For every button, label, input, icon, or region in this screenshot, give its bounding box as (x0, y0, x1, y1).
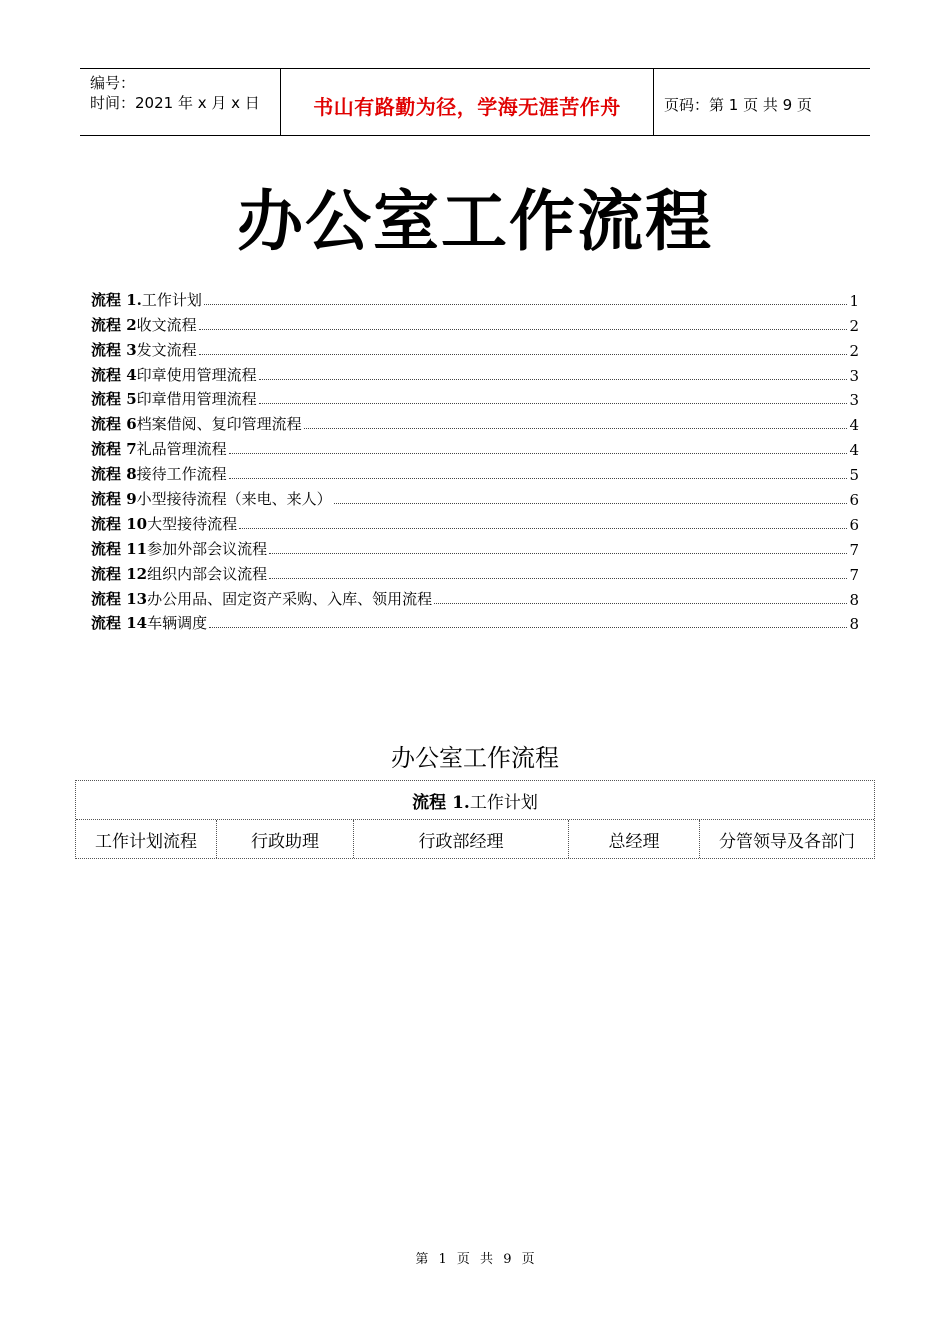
toc-leader-dots (229, 452, 848, 454)
toc-entry-title: 收文流程 (136, 315, 197, 334)
toc-entry-number: 流程 3 (91, 340, 137, 359)
column-header: 分管领导及各部门 (719, 831, 855, 852)
toc-entry-title: 工作计划 (141, 290, 202, 309)
toc-leader-dots (239, 527, 847, 529)
time-label: 时间：2021 年 x 月 x 日 (90, 94, 260, 112)
header-page-info (654, 69, 870, 135)
section-title: 办公室工作流程 (391, 744, 559, 772)
number-label: 编号： (90, 74, 136, 92)
toc-entry-title: 接待工作流程 (136, 465, 227, 484)
toc-entry[interactable] (91, 409, 859, 434)
table-header-row (76, 820, 874, 858)
table-heading (76, 781, 874, 820)
toc-entry[interactable] (91, 434, 859, 459)
toc-entry[interactable] (91, 385, 859, 410)
toc-leader-dots (259, 402, 848, 404)
toc-entry-number: 流程 14 (91, 614, 148, 633)
header-meta (80, 69, 281, 135)
toc-entry-page: 7 (849, 565, 859, 584)
header-motto (281, 69, 654, 135)
toc-leader-dots (259, 378, 848, 380)
page-info-text: 页码：第 1 页 共 9 页 (664, 95, 812, 114)
page-footer: 第 1 页 共 9 页 (415, 1252, 535, 1267)
toc-entry-title: 大型接待流程 (147, 514, 238, 533)
toc-entry-title: 小型接待流程（来电、来人） (136, 490, 332, 509)
toc-leader-dots (229, 477, 848, 479)
toc-entry-title: 礼品管理流程 (136, 440, 227, 459)
toc-entry-page: 6 (849, 515, 859, 534)
table-of-contents (91, 285, 859, 633)
toc-entry[interactable] (91, 584, 859, 609)
toc-entry-title: 印章借用管理流程 (136, 390, 257, 409)
toc-leader-dots (199, 328, 848, 330)
toc-entry-title: 档案借阅、复印管理流程 (136, 415, 302, 434)
toc-entry-page: 8 (849, 590, 859, 609)
toc-leader-dots (204, 303, 848, 305)
motto-text: 书山有路勤为径，学海无涯苦作舟 (313, 94, 621, 119)
toc-entry-page: 2 (849, 341, 859, 360)
toc-leader-dots (269, 577, 847, 579)
toc-leader-dots (199, 353, 848, 355)
toc-entry[interactable] (91, 509, 859, 534)
toc-entry[interactable] (91, 534, 859, 559)
toc-entry[interactable] (91, 360, 859, 385)
toc-entry-number: 流程 11 (91, 539, 148, 558)
toc-entry[interactable] (91, 559, 859, 584)
toc-entry-number: 流程 7 (91, 440, 137, 459)
toc-entry[interactable] (91, 310, 859, 335)
toc-leader-dots (434, 602, 847, 604)
page-header (80, 68, 870, 136)
toc-entry-number: 流程 10 (91, 514, 148, 533)
toc-entry-number: 流程 8 (91, 465, 137, 484)
toc-entry-number: 流程 6 (91, 415, 137, 434)
toc-entry-page: 1 (849, 291, 859, 310)
toc-entry-page: 2 (849, 316, 859, 335)
table-heading-text: 工作计划 (469, 792, 538, 813)
toc-entry-page: 3 (849, 391, 859, 410)
column-header: 行政助理 (217, 820, 354, 858)
toc-entry[interactable] (91, 484, 859, 509)
toc-leader-dots (304, 427, 848, 429)
toc-entry-title: 发文流程 (136, 340, 197, 359)
toc-leader-dots (269, 552, 847, 554)
toc-entry-title: 组织内部会议流程 (147, 564, 268, 583)
process-table (75, 780, 875, 859)
toc-leader-dots (209, 626, 847, 628)
toc-entry-page: 7 (849, 540, 859, 559)
toc-entry[interactable] (91, 459, 859, 484)
column-header: 工作计划流程 (76, 820, 217, 858)
toc-entry[interactable] (91, 609, 859, 634)
toc-entry-number: 流程 4 (91, 365, 137, 384)
toc-entry-page: 4 (849, 441, 859, 460)
toc-entry-title: 参加外部会议流程 (147, 539, 268, 558)
toc-entry-number: 流程 12 (91, 564, 148, 583)
table-heading-num: 流程 1. (412, 792, 470, 813)
toc-entry-page: 5 (849, 466, 859, 485)
toc-entry-title: 办公用品、固定资产采购、入库、领用流程 (147, 589, 433, 608)
toc-entry-page: 4 (849, 416, 859, 435)
toc-entry[interactable] (91, 335, 859, 360)
toc-entry-number: 流程 13 (91, 589, 148, 608)
toc-entry[interactable] (91, 285, 859, 310)
document-title: 办公室工作流程 (237, 182, 713, 260)
column-header: 行政部经理 (354, 820, 569, 858)
toc-entry-title: 印章使用管理流程 (136, 365, 257, 384)
toc-leader-dots (334, 502, 848, 504)
toc-entry-title: 车辆调度 (147, 614, 208, 633)
toc-entry-page: 3 (849, 366, 859, 385)
toc-entry-page: 8 (849, 615, 859, 634)
toc-entry-number: 流程 9 (91, 490, 137, 509)
toc-entry-number: 流程 1. (91, 290, 142, 309)
toc-entry-page: 6 (849, 491, 859, 510)
column-header: 总经理 (569, 820, 700, 858)
toc-entry-number: 流程 2 (91, 315, 137, 334)
toc-entry-number: 流程 5 (91, 390, 137, 409)
